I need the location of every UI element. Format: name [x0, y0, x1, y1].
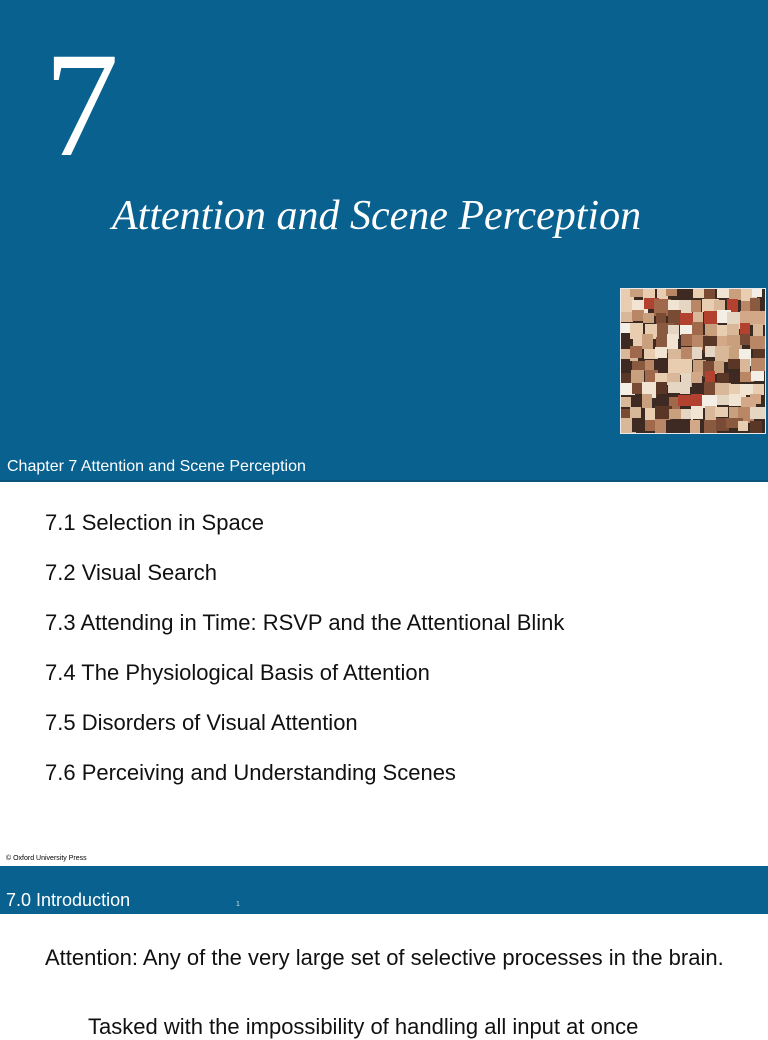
- mosaic-tile: [750, 311, 765, 325]
- mosaic-tile: [753, 349, 765, 359]
- mosaic-tile: [693, 312, 703, 322]
- mosaic-tile: [704, 420, 717, 433]
- mosaic-tile: [738, 421, 748, 431]
- mosaic-tile: [692, 322, 703, 337]
- mosaic-tile: [632, 310, 644, 321]
- mosaic-tile: [642, 394, 652, 408]
- mosaic-tile: [669, 409, 681, 419]
- mosaic-tile: [678, 395, 693, 406]
- mosaic-tile: [655, 347, 667, 358]
- mosaic-tile: [632, 383, 642, 394]
- mosaic-tile: [668, 310, 681, 325]
- mosaic-tile: [715, 407, 728, 417]
- mosaic-tile: [692, 347, 702, 359]
- mosaic-tile: [691, 406, 703, 419]
- mosaic-tile: [680, 382, 690, 394]
- mosaic-tile: [667, 334, 678, 349]
- definition-text: Attention: Any of the very large set of selective processes in the brain.: [45, 945, 724, 970]
- mosaic-tile: [751, 371, 764, 381]
- page-number: 1: [236, 901, 240, 908]
- mosaic-tile: [750, 407, 765, 419]
- footer-text: Chapter 7 Attention and Scene Perception: [7, 458, 306, 475]
- mosaic-tile: [728, 359, 740, 369]
- mosaic-tile: [750, 336, 765, 349]
- mosaic-tile: [753, 384, 764, 395]
- mosaic-tile: [681, 334, 693, 346]
- mosaic-tile: [750, 394, 761, 404]
- mosaic-tile: [750, 421, 762, 433]
- mosaic-tile: [691, 300, 701, 312]
- mosaic-tile: [717, 289, 729, 298]
- mosaic-tile: [630, 346, 642, 358]
- cutoff-bullet-text: Tasked with the impossibility of handling all input at once: [88, 1014, 639, 1039]
- mosaic-face-image: [621, 289, 765, 433]
- mosaic-tile: [680, 419, 691, 433]
- mosaic-tile: [753, 324, 763, 337]
- next-slide-title: 7.0 Introduction: [6, 890, 131, 910]
- mosaic-tile: [632, 418, 644, 432]
- mosaic-tile: [751, 358, 765, 371]
- mosaic-tile: [666, 420, 682, 433]
- mosaic-tile: [705, 371, 715, 382]
- mosaic-tile: [630, 289, 644, 297]
- mosaic-tile: [704, 311, 718, 324]
- mosaic-tile: [621, 397, 631, 407]
- toc-item: 7.1 Selection in Space: [45, 510, 264, 535]
- mosaic-tile: [668, 382, 681, 393]
- cover-image: [620, 288, 766, 434]
- mosaic-tile: [631, 396, 642, 406]
- mosaic-tile: [690, 420, 700, 433]
- mosaic-tile: [680, 359, 692, 375]
- mosaic-tile: [666, 289, 677, 296]
- copyright-notice: © Oxford University Press: [6, 855, 87, 862]
- mosaic-tile: [740, 334, 750, 345]
- mosaic-tile: [621, 323, 631, 333]
- mosaic-tile: [621, 359, 630, 371]
- mosaic-tile: [621, 312, 633, 322]
- table-of-contents: [45, 510, 564, 810]
- mosaic-tile: [680, 325, 694, 335]
- mosaic-tile: [740, 359, 750, 372]
- mosaic-tile: [750, 298, 760, 312]
- mosaic-tile: [740, 384, 753, 395]
- mosaic-tile: [642, 334, 653, 349]
- toc-item: 7.2 Visual Search: [45, 560, 218, 585]
- mosaic-tile: [752, 289, 762, 297]
- toc-item: 7.4 The Physiological Basis of Attention: [45, 660, 430, 685]
- toc-item: 7.5 Disorders of Visual Attention: [45, 710, 358, 735]
- chapter-title: Attention and Scene Perception: [112, 193, 642, 239]
- mosaic-tile: [667, 373, 680, 383]
- chapter-number: 7: [44, 22, 119, 188]
- slide-divider: [0, 480, 768, 482]
- toc-item: 7.6 Perceiving and Understanding Scenes: [45, 760, 456, 785]
- toc-item: 7.3 Attending in Time: RSVP and the Attentional Blink: [45, 610, 565, 635]
- mosaic-tile: [643, 313, 654, 323]
- next-slide-body: [45, 943, 725, 972]
- mosaic-tile: [714, 361, 724, 374]
- mosaic-tile: [630, 407, 641, 418]
- mosaic-tile: [645, 408, 656, 422]
